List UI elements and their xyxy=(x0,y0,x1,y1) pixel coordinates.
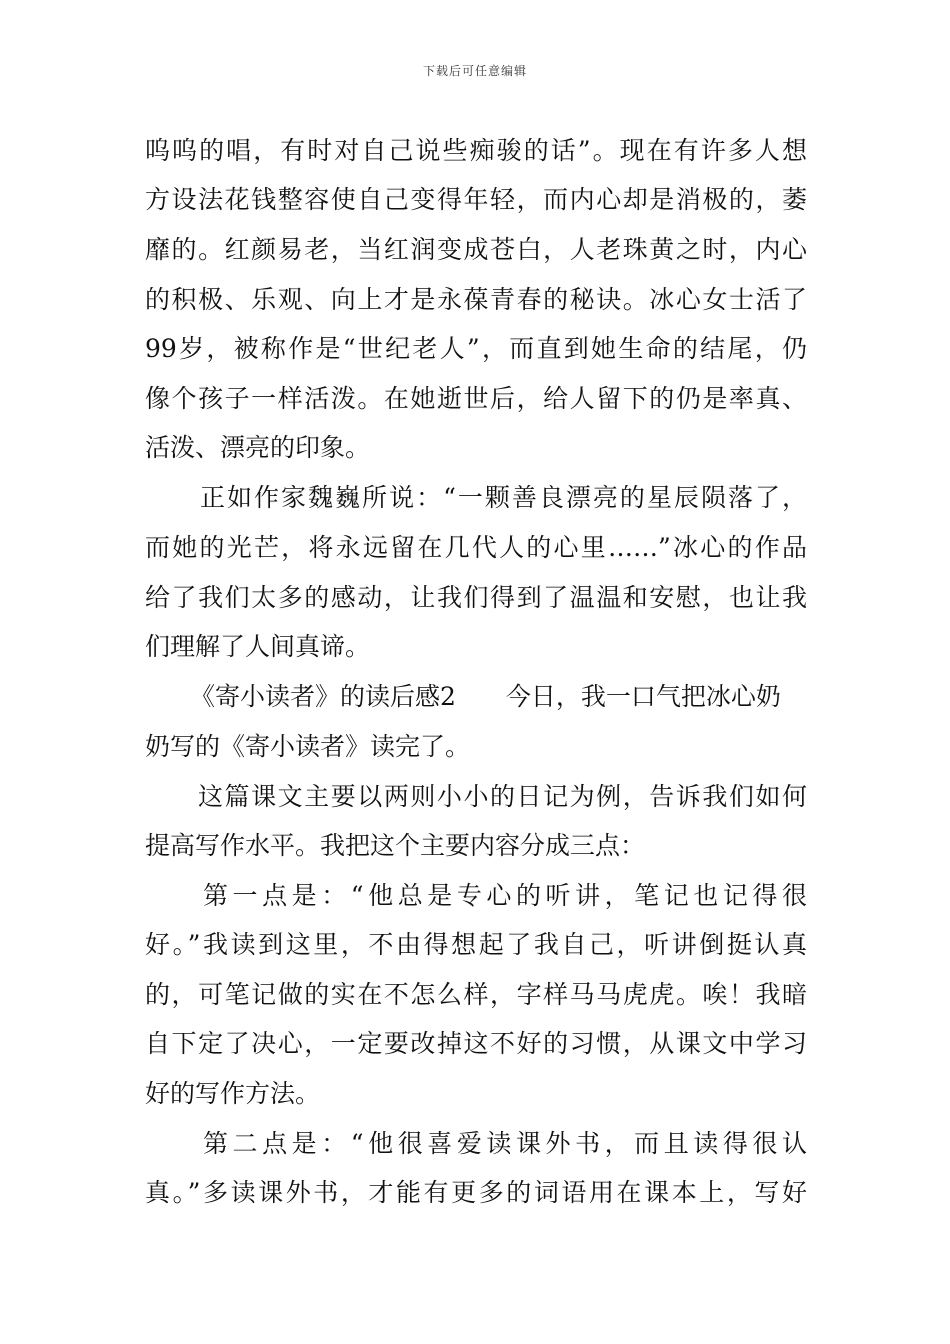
text-line: 而她的光芒，将永远留在几代人的心里……”冰心的作品 xyxy=(145,533,807,562)
text-line: 这篇课文主要以两则小小的日记为例，告诉我们如何 xyxy=(198,782,807,811)
text-line: 奶写的《寄小读者》读完了。 xyxy=(145,732,471,761)
text-line: 的，可笔记做的实在不怎么样，字样马马虎虎。唉！我暗 xyxy=(145,980,807,1009)
text-line: 活泼、漂亮的印象。 xyxy=(145,433,371,462)
text-line: 正如作家魏巍所说：“一颗善良漂亮的星辰陨落了， xyxy=(200,483,807,512)
text-line: 提高写作水平。我把这个主要内容分成三点： xyxy=(145,831,646,860)
text-line: 方设法花钱整容使自己变得年轻，而内心却是消极的，萎 xyxy=(145,185,807,214)
text-line: 第二点是：“他很喜爱读课外书，而且读得很认 xyxy=(203,1129,807,1158)
text-line: 自下定了决心，一定要改掉这不好的习惯，从课文中学习 xyxy=(145,1029,807,1058)
text-line: 给了我们太多的感动，让我们得到了温温和安慰，也让我 xyxy=(145,583,807,612)
text-line: 真。”多读课外书，才能有更多的词语用在课本上，写好 xyxy=(145,1178,807,1207)
text-line: 第一点是：“他总是专心的听讲，笔记也记得很 xyxy=(203,881,807,910)
text-line: 们理解了人间真谛。 xyxy=(145,632,371,661)
text-line: 《寄小读者》的读后感2 今日，我一口气把冰心奶 xyxy=(190,682,781,711)
text-line: 好的写作方法。 xyxy=(145,1079,321,1108)
text-line: 99岁，被称作是“世纪老人”，而直到她生命的结尾，仍 xyxy=(145,334,807,363)
text-line: 的积极、乐观、向上才是永葆青春的秘诀。冰心女士活了 xyxy=(145,285,807,314)
text-line: 好。”我读到这里，不由得想起了我自己，听讲倒挺认真 xyxy=(145,930,807,959)
page-header: 下载后可任意编辑 xyxy=(422,64,527,78)
text-line: 像个孩子一样活泼。在她逝世后，给人留下的仍是率真、 xyxy=(145,384,807,413)
text-line: 靡的。红颜易老，当红润变成苍白，人老珠黄之时，内心 xyxy=(145,235,807,264)
text-line: 呜呜的唱，有时对自己说些痴骏的话”。现在有许多人想 xyxy=(145,136,807,165)
